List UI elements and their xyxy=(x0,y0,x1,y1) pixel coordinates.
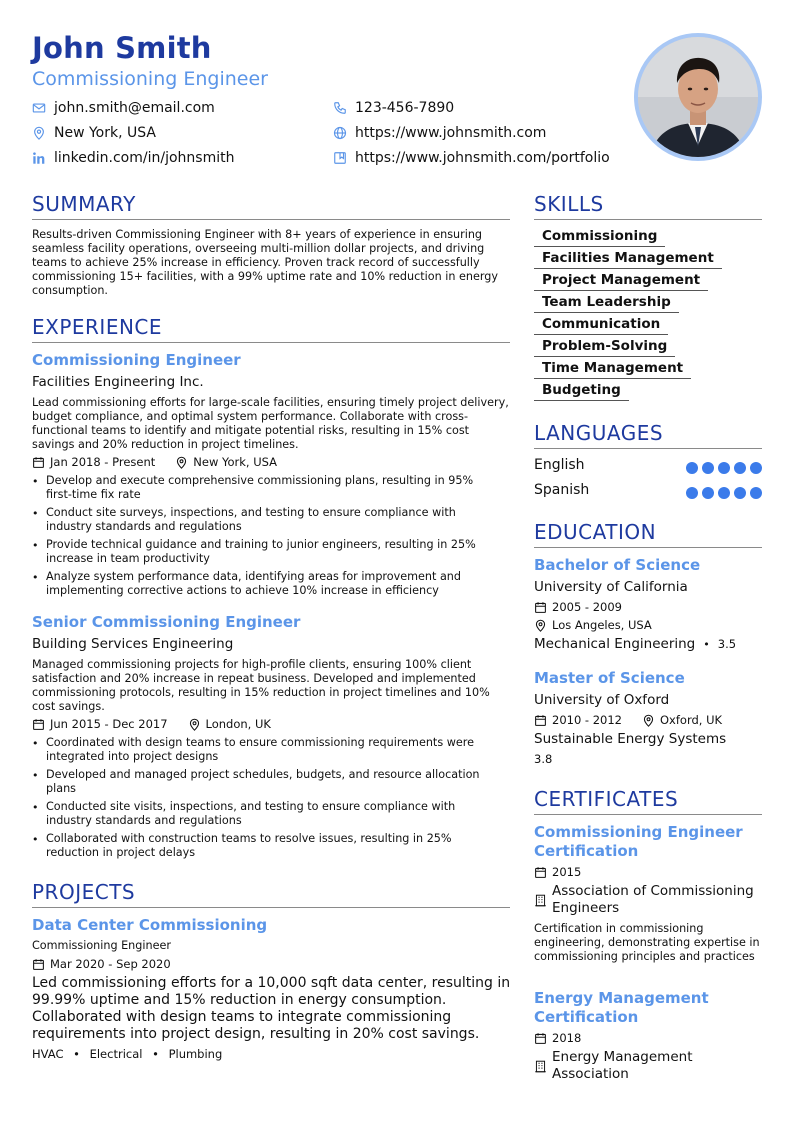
job-bullet: • Collaborated with construction teams to resolve issues, resulting in 25% reduction in project delays xyxy=(32,832,502,860)
job-description: Managed commissioning projects for high-profile clients, ensuring 100% client satisfaction and 20% increase in repeat business. Developed and implemented commissioning protocols, resulting in 15% reduction in project timelines and 10% cost savings. xyxy=(32,658,490,713)
phone-icon xyxy=(333,101,347,115)
job-bullet: • Provide technical guidance and training to junior engineers, resulting in 25% increase in team productivity xyxy=(32,538,502,566)
job-bullet: • Develop and execute comprehensive commissioning plans, resulting in 95% first-time fix rate xyxy=(32,474,502,502)
skill-tag: Budgeting xyxy=(534,382,629,401)
profile-photo xyxy=(634,33,762,161)
project-tag: Electrical xyxy=(89,1047,143,1061)
job-dates: Jun 2015 - Dec 2017 xyxy=(50,717,168,731)
projects-divider xyxy=(32,907,510,908)
contact-portfolio[interactable] xyxy=(333,150,610,166)
project-tags: HVAC • Electrical • Plumbing xyxy=(32,1047,223,1061)
calendar-icon xyxy=(32,958,45,971)
calendar-icon xyxy=(32,718,45,731)
job-location: London, UK xyxy=(205,717,271,731)
project-role: Commissioning Engineer xyxy=(32,939,171,952)
job-meta xyxy=(32,717,271,731)
proficiency-dot xyxy=(734,462,746,474)
edu-location-row xyxy=(534,618,652,632)
language-level xyxy=(686,462,762,474)
skill-tag: Team Leadership xyxy=(534,294,679,313)
edu-dates: 2005 - 2009 xyxy=(552,600,622,614)
project-title: Data Center Commissioning xyxy=(32,916,268,934)
building-icon xyxy=(534,1060,547,1073)
job-bullet: • Analyze system performance data, identifying areas for improvement and implementing corrective actions to achieve 10% increase in efficiency xyxy=(32,570,502,598)
contact-location xyxy=(32,125,156,141)
project-dates: Mar 2020 - Sep 2020 xyxy=(50,957,171,971)
cert-title: Energy Management Certification xyxy=(534,989,709,1026)
skill-tag: Communication xyxy=(534,316,668,335)
edu-school: University of Oxford xyxy=(534,692,670,708)
edu-gpa: 3.5 xyxy=(717,637,737,651)
calendar-icon xyxy=(32,456,45,469)
skills-divider xyxy=(534,219,762,220)
building-icon xyxy=(534,894,547,907)
cert-year: 2018 xyxy=(552,1031,582,1045)
proficiency-dot xyxy=(750,462,762,474)
job-location: New York, USA xyxy=(193,455,278,469)
contact-phone-text: 123-456-7890 xyxy=(355,100,455,116)
job-company: Building Services Engineering xyxy=(32,636,234,652)
cert-issuer-row xyxy=(534,883,762,917)
project-meta xyxy=(32,957,171,971)
edu-location: Oxford, UK xyxy=(660,713,723,727)
calendar-icon xyxy=(534,601,547,614)
proficiency-dot xyxy=(686,487,698,499)
location-pin-icon xyxy=(188,718,201,731)
skill-tag: Time Management xyxy=(534,360,691,379)
proficiency-dot xyxy=(718,462,730,474)
cert-year-row xyxy=(534,1031,581,1045)
summary-heading: SUMMARY xyxy=(32,192,136,216)
language-level xyxy=(686,487,762,499)
job-bullet: • Conducted site visits, inspections, and testing to ensure compliance with industry standards and regulations xyxy=(32,800,502,828)
certificates-heading: CERTIFICATES xyxy=(534,787,679,811)
skill-tag: Commissioning xyxy=(534,228,665,247)
cert-year: 2015 xyxy=(552,865,582,879)
edu-degree: Bachelor of Science xyxy=(534,556,701,574)
education-heading: EDUCATION xyxy=(534,520,657,544)
proficiency-dot xyxy=(734,487,746,499)
skill-tag: Project Management xyxy=(534,272,708,291)
edu-location: Los Angeles, USA xyxy=(552,618,652,632)
project-description: Led commissioning efforts for a 10,000 sqft data center, resulting in 99.99% uptime and 15% reduction in energy consumption. Collaborated with design teams to integrate commissioning requirements into project design, resulting in 20% cost savings. xyxy=(32,975,511,1042)
job-meta xyxy=(32,455,277,469)
contact-linkedin[interactable] xyxy=(32,150,234,166)
proficiency-dot xyxy=(702,487,714,499)
language-name: English xyxy=(534,457,585,473)
contact-website-text: https://www.johnsmith.com xyxy=(355,125,547,141)
location-pin-icon xyxy=(175,456,188,469)
edu-field: Mechanical Engineering xyxy=(534,636,696,652)
contact-portfolio-text: https://www.johnsmith.com/portfolio xyxy=(355,150,610,166)
contact-linkedin-text: linkedin.com/in/johnsmith xyxy=(54,150,235,166)
calendar-icon xyxy=(534,714,547,727)
job-company: Facilities Engineering Inc. xyxy=(32,374,204,390)
edu-school: University of California xyxy=(534,579,688,595)
experience-divider xyxy=(32,342,510,343)
edu-dates-row xyxy=(534,600,622,614)
project-tag: Plumbing xyxy=(168,1047,223,1061)
job-role: Senior Commissioning Engineer xyxy=(32,613,301,631)
job-bullets xyxy=(32,474,502,602)
contact-location-text: New York, USA xyxy=(54,125,156,141)
summary-divider xyxy=(32,219,510,220)
proficiency-dot xyxy=(702,462,714,474)
cert-year-row xyxy=(534,865,581,879)
edu-degree: Master of Science xyxy=(534,669,685,687)
edu-dates: 2010 - 2012 xyxy=(552,713,622,727)
location-pin-icon xyxy=(642,714,655,727)
cert-description: Certification in commissioning engineering, demonstrating expertise in commissioning principles and practices xyxy=(534,922,760,963)
calendar-icon xyxy=(534,866,547,879)
envelope-icon xyxy=(32,101,46,115)
contact-phone[interactable] xyxy=(333,100,454,116)
education-divider xyxy=(534,547,762,548)
cert-title: Commissioning Engineer Certification xyxy=(534,823,743,860)
job-bullet: • Conduct site surveys, inspections, and testing to ensure compliance with industry standards and regulations xyxy=(32,506,502,534)
projects-heading: PROJECTS xyxy=(32,880,136,904)
location-pin-icon xyxy=(534,619,547,632)
candidate-title: Commissioning Engineer xyxy=(32,68,268,90)
calendar-icon xyxy=(534,1032,547,1045)
location-pin-icon xyxy=(32,126,46,140)
job-bullet: • Coordinated with design teams to ensure commissioning requirements were integrated into project designs xyxy=(32,736,502,764)
proficiency-dot xyxy=(718,487,730,499)
edu-gpa: 3.8 xyxy=(534,752,553,766)
edu-field: Sustainable Energy Systems xyxy=(534,731,727,747)
globe-icon xyxy=(333,126,347,140)
linkedin-icon xyxy=(32,151,46,165)
language-name: Spanish xyxy=(534,482,590,498)
edu-dates-row xyxy=(534,713,722,727)
cert-issuer-row xyxy=(534,1049,762,1083)
job-role: Commissioning Engineer xyxy=(32,351,241,369)
skills-heading: SKILLS xyxy=(534,192,604,216)
summary-text: Results-driven Commissioning Engineer with 8+ years of experience in ensuring seamless facility operations, overseeing multi-million dollar projects, and driving teams to achieve 25% increase in efficiency. Proven track record of successfully commissioning 15+ facilities, with a 99% uptime rate and 10% reduction in energy consumption. xyxy=(32,228,498,297)
job-bullet: • Developed and managed project schedules, budgets, and resource allocation plans xyxy=(32,768,502,796)
project-tag: HVAC xyxy=(32,1047,64,1061)
candidate-name: John Smith xyxy=(32,31,212,65)
proficiency-dot xyxy=(686,462,698,474)
contact-email[interactable] xyxy=(32,100,215,116)
contact-website[interactable] xyxy=(333,125,546,141)
cert-issuer: Association of Commissioning Engineers xyxy=(552,883,754,916)
languages-divider xyxy=(534,448,762,449)
skill-tag: Problem-Solving xyxy=(534,338,675,357)
contact-email-text: john.smith@email.com xyxy=(54,100,215,116)
skill-tag: Facilities Management xyxy=(534,250,722,269)
experience-heading: EXPERIENCE xyxy=(32,315,163,339)
languages-heading: LANGUAGES xyxy=(534,421,664,445)
job-dates: Jan 2018 - Present xyxy=(50,455,156,469)
edu-field-row: Mechanical Engineering • 3.5 xyxy=(534,636,737,652)
portfolio-icon xyxy=(333,151,347,165)
job-description: Lead commissioning efforts for large-scale facilities, ensuring timely project delivery, budget compliance, and optimal system performance. Collaborate with cross-functional teams to identify and mitigate potential risks, resulting in 15% cost savings and 20% reduction in project timelines. xyxy=(32,396,509,451)
proficiency-dot xyxy=(750,487,762,499)
job-bullets xyxy=(32,736,502,864)
certificates-divider xyxy=(534,814,762,815)
cert-issuer: Energy Management Association xyxy=(552,1049,693,1082)
